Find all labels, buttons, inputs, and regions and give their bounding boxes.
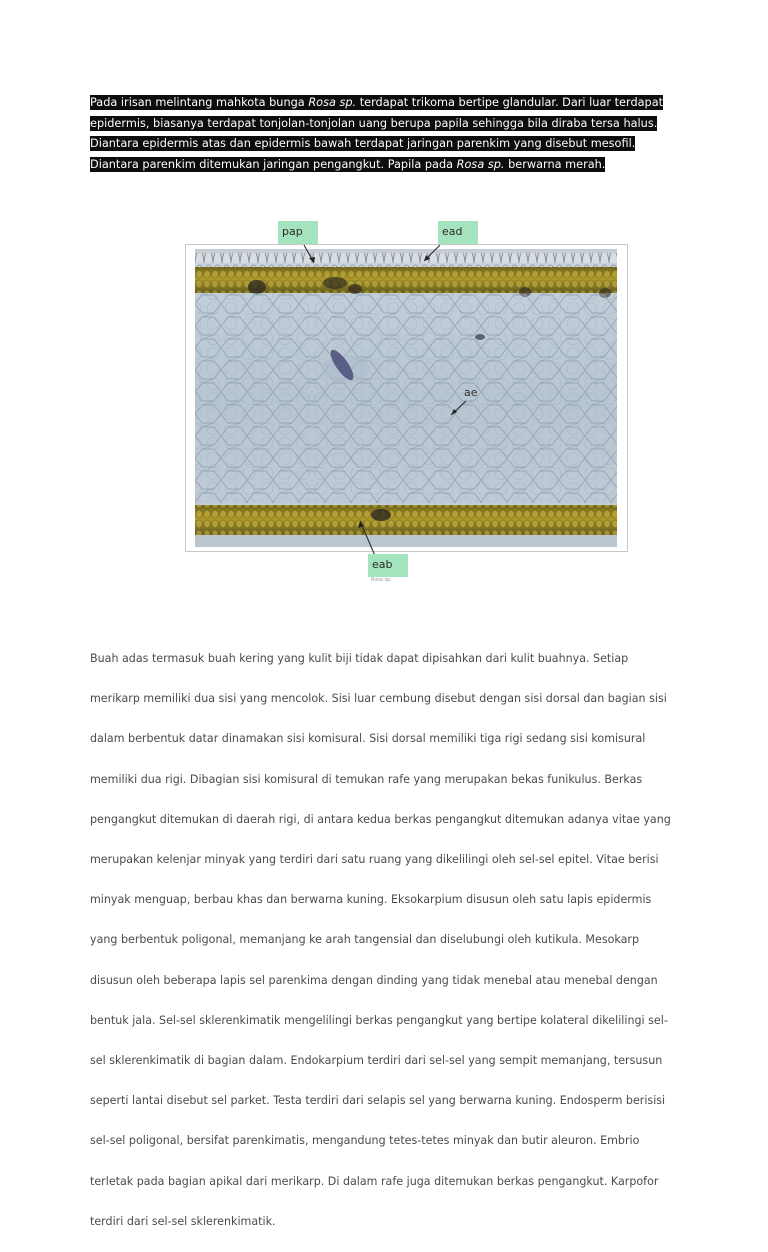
body-paragraph (90, 629, 675, 1252)
body-line: pengangkut ditemukan di daerah rigi, di antara kedua berkas pengangkut ditemukan adanya vitae yang (90, 812, 671, 826)
body-line: terdiri dari sel-sel sklerenkimatik. (90, 1214, 276, 1228)
body-line: terletak pada bagian apikal dari merikarp. Di dalam rafe juga ditemukan berkas pengangkut. Karpofor (90, 1174, 659, 1188)
intro-line-2: epidermis, biasanya terdapat tonjolan-tonjolan uang berupa papila sehingga bila diraba tersa halus. (90, 116, 658, 130)
body-line: disusun oleh beberapa lapis sel parenkima dengan dinding yang tidak menebal atau menebal dengan (90, 973, 658, 987)
body-line: Buah adas termasuk buah kering yang kulit biji tidak dapat dipisahkan dari kulit buahnya. Setiap (90, 652, 629, 666)
figure-credit: Rosa sp. (371, 577, 392, 583)
intro-line-3: Diantara epidermis atas dan epidermis bawah terdapat jaringan parenkim yang disebut mesofil. (90, 137, 636, 150)
body-line: minyak menguap, berbau khas dan berwarna kuning. Eksokarpium disusun oleh satu lapis epidermis (90, 893, 652, 907)
micrograph-figure (184, 218, 630, 590)
body-line: sel sklerenkimatik di bagian dalam. Endokarpium terdiri dari sel-sel yang sempit memanjang, tersusun (90, 1053, 663, 1067)
body-line: merikarp memiliki dua sisi yang mencolok. Sisi luar cembung disebut dengan sisi dorsal dan bagian sisi (90, 692, 667, 706)
intro-line-1: Pada irisan melintang mahkota bunga Rosa sp. terdapat trikoma bertipe glandular. Dari luar terdapat (90, 96, 664, 109)
figure-arrows (184, 218, 630, 590)
label-pap: pap (278, 221, 318, 244)
label-ead: ead (438, 221, 478, 244)
label-eab: eab (368, 554, 408, 577)
body-line: memiliki dua rigi. Dibagian sisi komisural di temukan rafe yang merupakan bekas funikulus. Berkas (90, 772, 643, 786)
body-line: merupakan kelenjar minyak yang terdiri dari satu ruang yang dikelilingi oleh sel-sel epitel. Vitae berisi (90, 853, 659, 867)
body-line: yang berbentuk poligonal, memanjang ke arah tangensial dan diselubungi oleh kutikula. Mesokarp (90, 933, 640, 947)
intro-line-4: Diantara parenkim ditemukan jaringan pengangkut. Papila pada Rosa sp. berwarna merah. (90, 157, 606, 171)
body-line: sel-sel poligonal, bersifat parenkimatis, mengandung tetes-tetes minyak dan butir aleuron. Embrio (90, 1134, 640, 1148)
intro-paragraph (90, 93, 670, 175)
body-line: bentuk jala. Sel-sel sklerenkimatik mengelilingi berkas pengangkut yang bertipe kolateral dikelilingi sel- (90, 1013, 668, 1027)
body-line: dalam berbentuk datar dinamakan sisi komisural. Sisi dorsal memiliki tiga rigi sedang sisi komisural (90, 732, 646, 746)
label-ae: ae (464, 386, 478, 399)
body-line: seperti lantai disebut sel parket. Testa terdiri dari selapis sel yang berwarna kuning. Endosperm berisisi (90, 1094, 666, 1108)
